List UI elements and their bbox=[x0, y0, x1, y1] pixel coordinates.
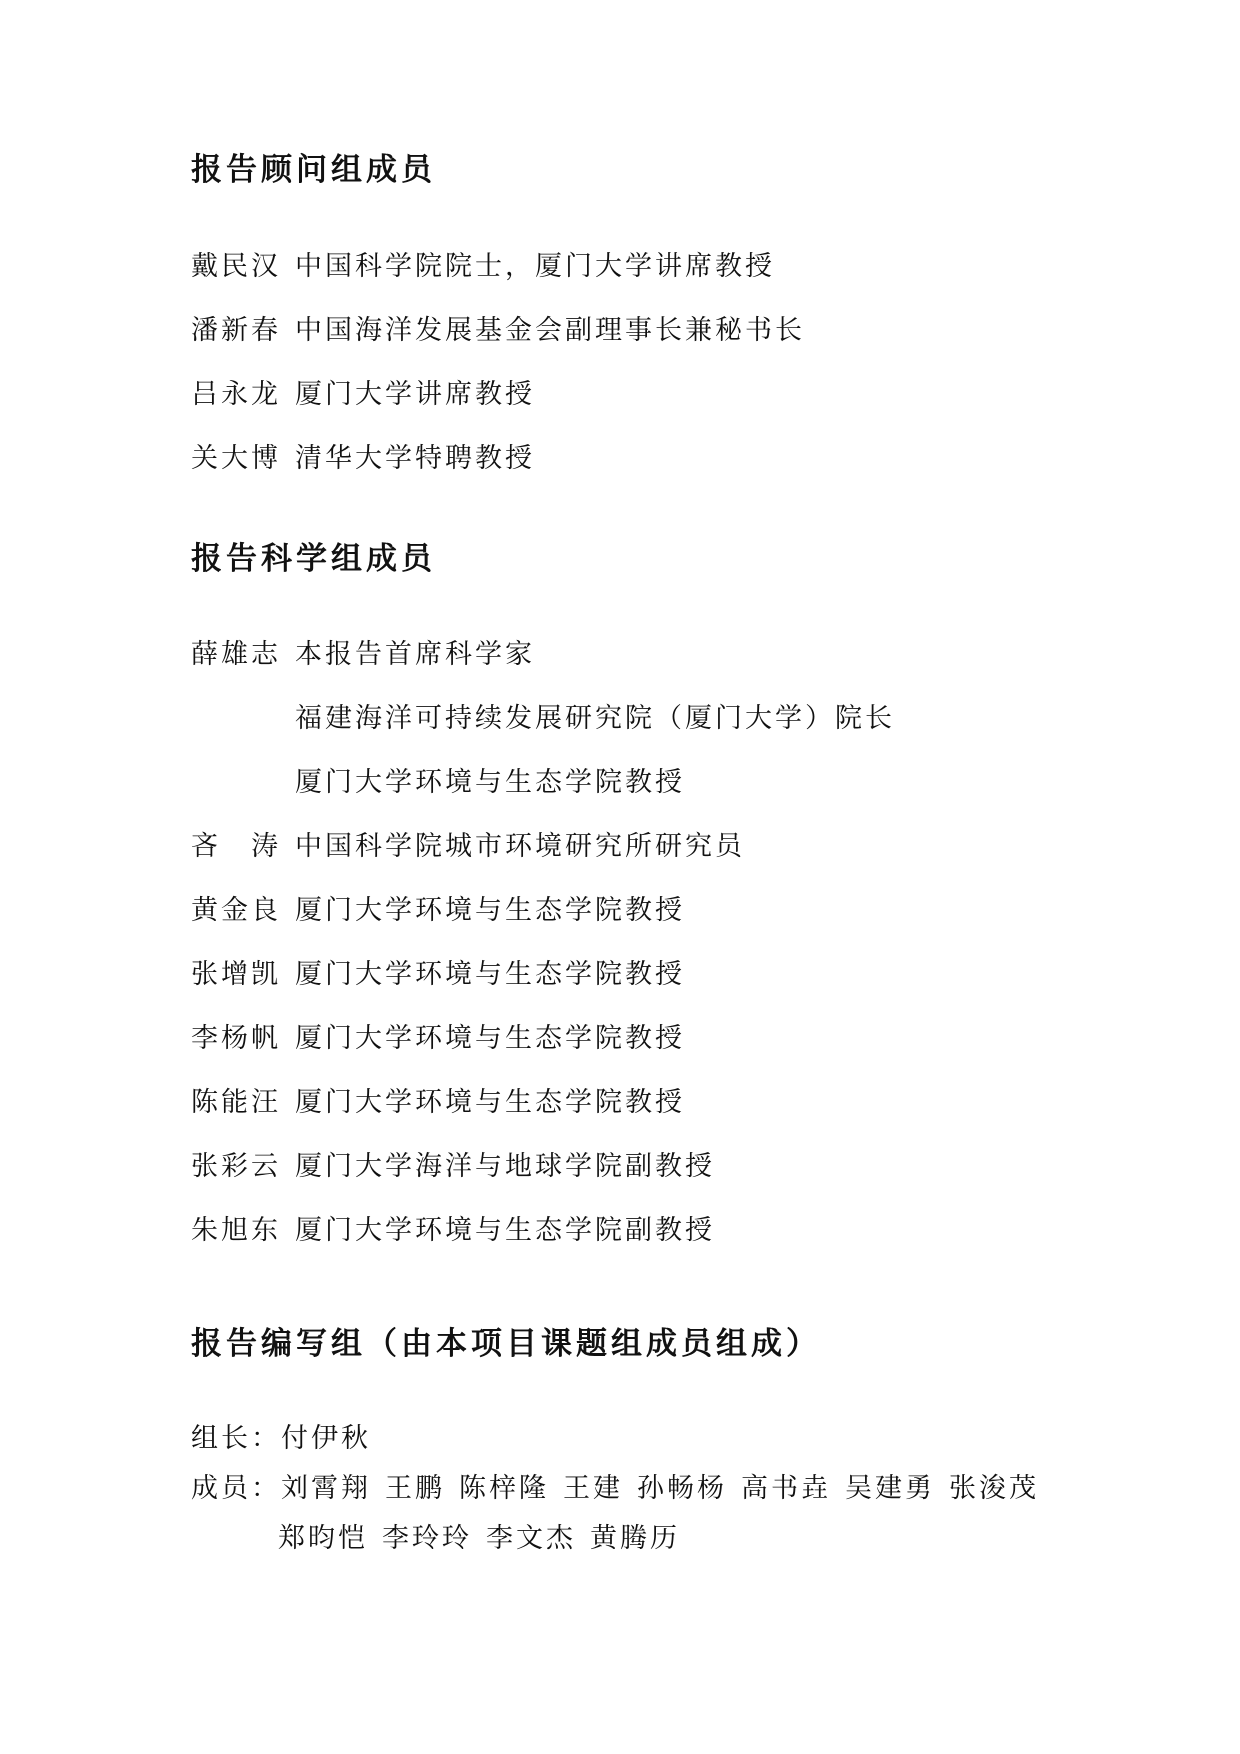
member-name: 李玲玲 bbox=[382, 1523, 472, 1554]
member-name: 潘新春 bbox=[191, 315, 281, 346]
science-row bbox=[191, 888, 685, 927]
member-title: 清华大学特聘教授 bbox=[295, 443, 535, 474]
science-row bbox=[191, 952, 685, 991]
advisory-row bbox=[191, 436, 535, 475]
member-title: 本报告首席科学家 bbox=[295, 639, 535, 670]
science-row bbox=[191, 1144, 715, 1183]
members-label: 成员： bbox=[191, 1473, 281, 1504]
member-title: 中国科学院城市环境研究所研究员 bbox=[295, 831, 745, 862]
member-title: 厦门大学环境与生态学院副教授 bbox=[295, 1215, 715, 1246]
writing-members-row bbox=[191, 1466, 1053, 1505]
member-name: 吴建勇 bbox=[845, 1473, 935, 1504]
science-lead-row bbox=[191, 632, 535, 671]
member-name: 张彩云 bbox=[191, 1151, 281, 1182]
science-row bbox=[191, 1016, 685, 1055]
member-name: 吝 涛 bbox=[191, 831, 281, 862]
science-row bbox=[191, 1208, 715, 1247]
science-lead-extra: 厦门大学环境与生态学院教授 bbox=[295, 767, 685, 798]
member-name: 朱旭东 bbox=[191, 1215, 281, 1246]
member-title: 厦门大学环境与生态学院教授 bbox=[295, 1023, 685, 1054]
member-name: 戴民汉 bbox=[191, 251, 281, 282]
member-name: 刘霄翔 bbox=[281, 1473, 371, 1504]
science-row bbox=[191, 1080, 685, 1119]
member-name: 孙畅杨 bbox=[637, 1473, 727, 1504]
advisory-row bbox=[191, 372, 535, 411]
member-name: 黄腾历 bbox=[590, 1523, 680, 1554]
member-title: 厦门大学环境与生态学院教授 bbox=[295, 1087, 685, 1118]
member-title: 中国科学院院士，厦门大学讲席教授 bbox=[295, 251, 775, 282]
member-name: 黄金良 bbox=[191, 895, 281, 926]
member-name: 陈梓隆 bbox=[459, 1473, 549, 1504]
member-name: 张增凯 bbox=[191, 959, 281, 990]
member-name: 高书垚 bbox=[741, 1473, 831, 1504]
member-name: 李文杰 bbox=[486, 1523, 576, 1554]
writing-members-row-continued bbox=[278, 1516, 694, 1555]
advisory-row bbox=[191, 244, 775, 283]
writing-heading: 报告编写组（由本项目课题组成员组成） bbox=[191, 1326, 821, 1362]
advisory-row bbox=[191, 308, 805, 347]
member-name: 陈能汪 bbox=[191, 1087, 281, 1118]
member-title: 厦门大学环境与生态学院教授 bbox=[295, 895, 685, 926]
member-name: 张浚茂 bbox=[949, 1473, 1039, 1504]
leader-label: 组长： bbox=[191, 1423, 281, 1454]
writing-leader-row bbox=[191, 1416, 371, 1455]
science-lead-extra: 福建海洋可持续发展研究院（厦门大学）院长 bbox=[295, 703, 895, 734]
member-name: 吕永龙 bbox=[191, 379, 281, 410]
member-name: 郑昀恺 bbox=[278, 1523, 368, 1554]
member-name: 王建 bbox=[563, 1473, 623, 1504]
member-title: 厦门大学讲席教授 bbox=[295, 379, 535, 410]
science-heading: 报告科学组成员 bbox=[191, 541, 436, 577]
member-name: 李杨帆 bbox=[191, 1023, 281, 1054]
member-title: 厦门大学海洋与地球学院副教授 bbox=[295, 1151, 715, 1182]
science-row bbox=[191, 824, 745, 863]
member-name: 关大博 bbox=[191, 443, 281, 474]
member-name: 薛雄志 bbox=[191, 639, 281, 670]
member-title: 厦门大学环境与生态学院教授 bbox=[295, 959, 685, 990]
advisory-heading: 报告顾问组成员 bbox=[191, 152, 436, 188]
leader-name: 付伊秋 bbox=[281, 1423, 371, 1454]
member-title: 中国海洋发展基金会副理事长兼秘书长 bbox=[295, 315, 805, 346]
member-name: 王鹏 bbox=[385, 1473, 445, 1504]
